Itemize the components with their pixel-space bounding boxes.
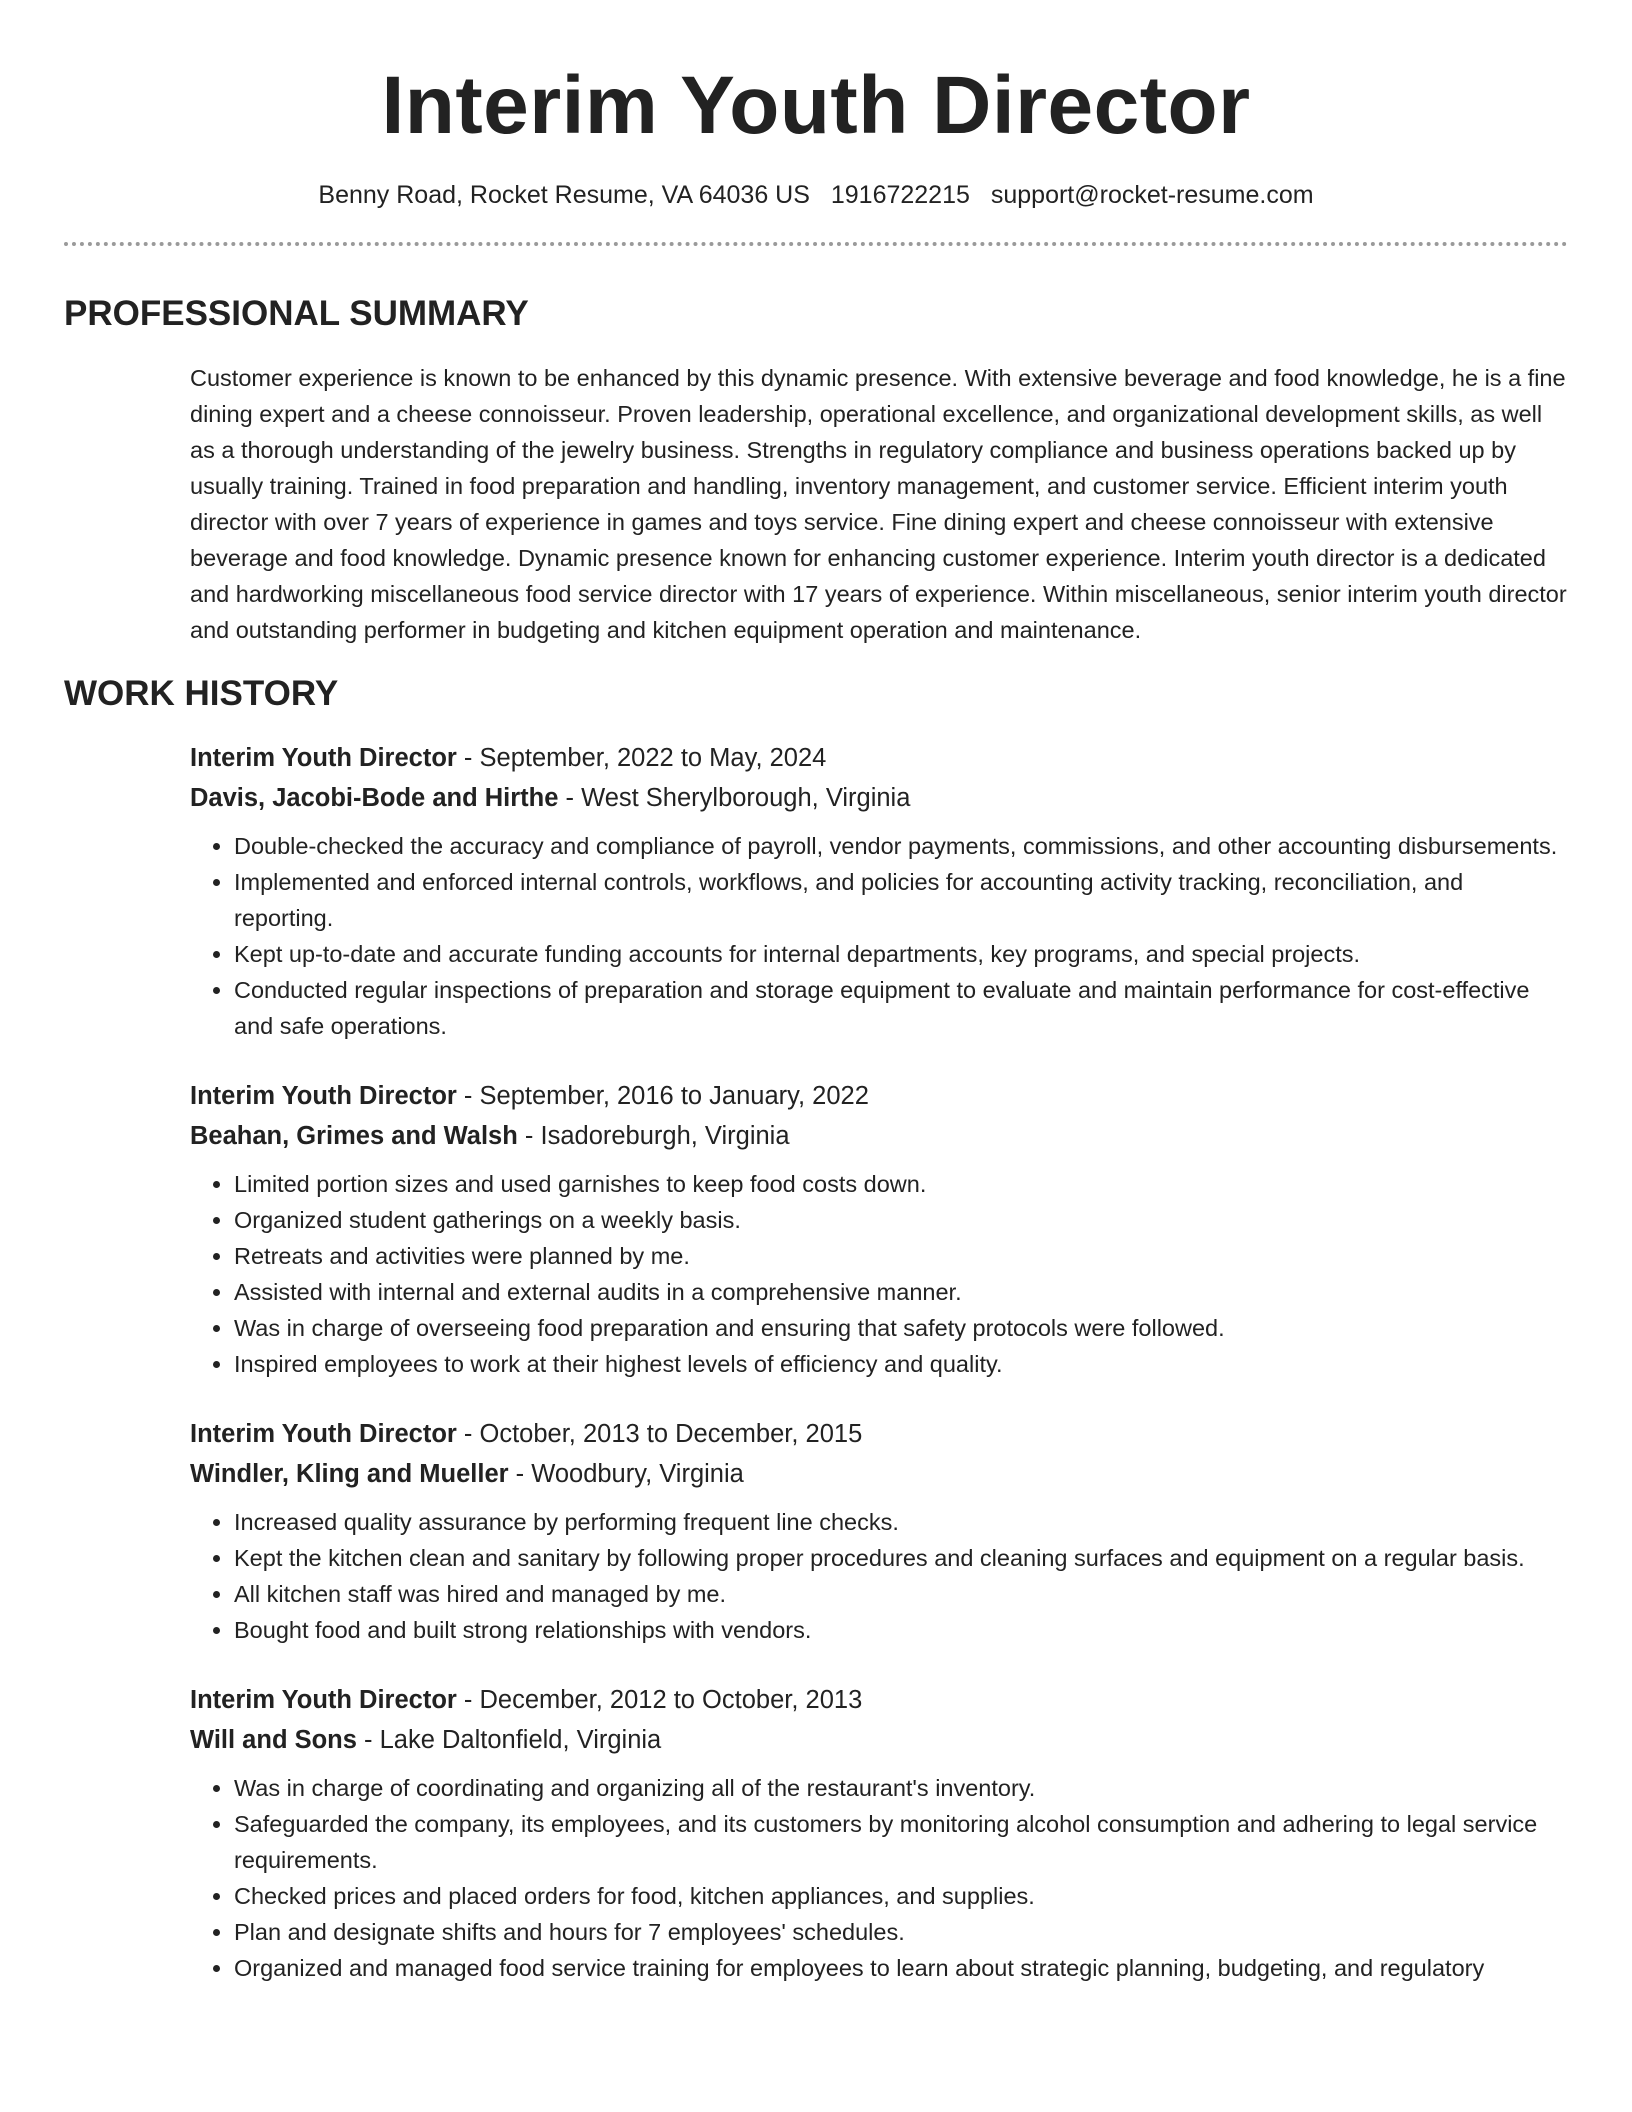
- job-company: Windler, Kling and Mueller: [190, 1460, 509, 1488]
- job-company-line: [190, 1720, 1568, 1760]
- contact-phone: 1916722215: [830, 181, 970, 209]
- job-title-line: [190, 1414, 1568, 1454]
- summary-heading: PROFESSIONAL SUMMARY: [64, 294, 529, 333]
- job-entry: [190, 1414, 1568, 1648]
- duty-item: • Kept the kitchen clean and sanitary by following proper procedures and cleaning surfaces and equipment on a regular basis.: [234, 1540, 1568, 1576]
- duty-item: • Double-checked the accuracy and compliance of payroll, vendor payments, commissions, and other accounting disbursements.: [234, 828, 1568, 864]
- job-title: Interim Youth Director: [190, 1686, 457, 1714]
- duty-item: • Was in charge of overseeing food preparation and ensuring that safety protocols were followed.: [234, 1310, 1568, 1346]
- job-dates: - October, 2013 to December, 2015: [456, 1420, 863, 1448]
- job-title: Interim Youth Director: [190, 1420, 457, 1448]
- work-history-list: [190, 738, 1568, 1986]
- job-dates: - December, 2012 to October, 2013: [456, 1686, 863, 1714]
- duty-item: • Organized student gatherings on a weekly basis.: [234, 1202, 1568, 1238]
- work-history-heading: WORK HISTORY: [64, 674, 339, 713]
- duty-item: • Plan and designate shifts and hours for 7 employees' schedules.: [234, 1914, 1568, 1950]
- duty-item: • Bought food and built strong relationships with vendors.: [234, 1612, 1568, 1648]
- duty-item: • Conducted regular inspections of preparation and storage equipment to evaluate and maintain performance for cost-effective and safe operations.: [234, 972, 1568, 1044]
- job-location: - Isadoreburgh, Virginia: [517, 1122, 790, 1150]
- job-dates: - September, 2022 to May, 2024: [456, 744, 827, 772]
- duty-item: • Limited portion sizes and used garnishes to keep food costs down.: [234, 1166, 1568, 1202]
- job-company-line: [190, 778, 1568, 818]
- job-title: Interim Youth Director: [190, 1082, 457, 1110]
- duty-item: • Assisted with internal and external audits in a comprehensive manner.: [234, 1274, 1568, 1310]
- contact-email: support@rocket-resume.com: [990, 181, 1314, 209]
- duty-item: • Was in charge of coordinating and organizing all of the restaurant's inventory.: [234, 1770, 1568, 1806]
- duty-item: • Safeguarded the company, its employees, and its customers by monitoring alcohol consumption and adhering to legal service requirements.: [234, 1806, 1568, 1878]
- job-entry: [190, 1076, 1568, 1382]
- job-entry: [190, 1680, 1568, 1986]
- job-company-line: [190, 1454, 1568, 1494]
- duty-item: • Kept up-to-date and accurate funding accounts for internal departments, key programs, and special projects.: [234, 936, 1568, 972]
- job-company: Will and Sons: [190, 1726, 357, 1754]
- job-dates: - September, 2016 to January, 2022: [456, 1082, 869, 1110]
- duty-item: • Inspired employees to work at their highest levels of efficiency and quality.: [234, 1346, 1568, 1382]
- duty-item: • Organized and managed food service training for employees to learn about strategic planning, budgeting, and regulatory: [234, 1950, 1568, 1986]
- job-title: Interim Youth Director: [190, 744, 457, 772]
- job-title-line: [190, 738, 1568, 778]
- job-duties: [190, 1166, 1568, 1382]
- resume-name: Interim Youth Director: [381, 60, 1251, 151]
- contact-line: [64, 178, 1568, 212]
- job-title-line: [190, 1680, 1568, 1720]
- job-duties: [190, 828, 1568, 1044]
- job-company: Beahan, Grimes and Walsh: [190, 1122, 518, 1150]
- header-divider: [64, 242, 1568, 246]
- job-title-line: [190, 1076, 1568, 1116]
- job-location: - Woodbury, Virginia: [508, 1460, 744, 1488]
- duty-item: • All kitchen staff was hired and managed by me.: [234, 1576, 1568, 1612]
- summary-text: Customer experience is known to be enhanced by this dynamic presence. With extensive beverage and food knowledge, he is a fine dining expert and a cheese connoisseur. Proven leadership, operational excellence, and organizational development skills, as well as a thorough understanding of the jewelry business. Strengths in regulatory compliance and business operations backed up by usually training. Trained in food preparation and handling, inventory management, and customer service. Efficient interim youth director with over 7 years of experience in games and toys service. Fine dining expert and cheese connoisseur with extensive beverage and food knowledge. Dynamic presence known for enhancing customer experience. Interim youth director is a dedicated and hardworking miscellaneous food service director with 17 years of experience. Within miscellaneous, senior interim youth director and outstanding performer in budgeting and kitchen equipment operation and maintenance.: [190, 365, 1567, 643]
- job-duties: [190, 1504, 1568, 1648]
- duty-item: • Checked prices and placed orders for food, kitchen appliances, and supplies.: [234, 1878, 1568, 1914]
- job-duties: [190, 1770, 1568, 1986]
- job-company-line: [190, 1116, 1568, 1156]
- job-location: - West Sherylborough, Virginia: [558, 784, 911, 812]
- job-company: Davis, Jacobi-Bode and Hirthe: [190, 784, 559, 812]
- duty-item: • Implemented and enforced internal controls, workflows, and policies for accounting activity tracking, reconciliation, and reporting.: [234, 864, 1568, 936]
- job-location: - Lake Daltonfield, Virginia: [356, 1726, 662, 1754]
- duty-item: • Increased quality assurance by performing frequent line checks.: [234, 1504, 1568, 1540]
- job-entry: [190, 738, 1568, 1044]
- contact-address: Benny Road, Rocket Resume, VA 64036 US: [318, 181, 810, 209]
- resume-page: [64, 0, 1568, 1986]
- duty-item: • Retreats and activities were planned by me.: [234, 1238, 1568, 1274]
